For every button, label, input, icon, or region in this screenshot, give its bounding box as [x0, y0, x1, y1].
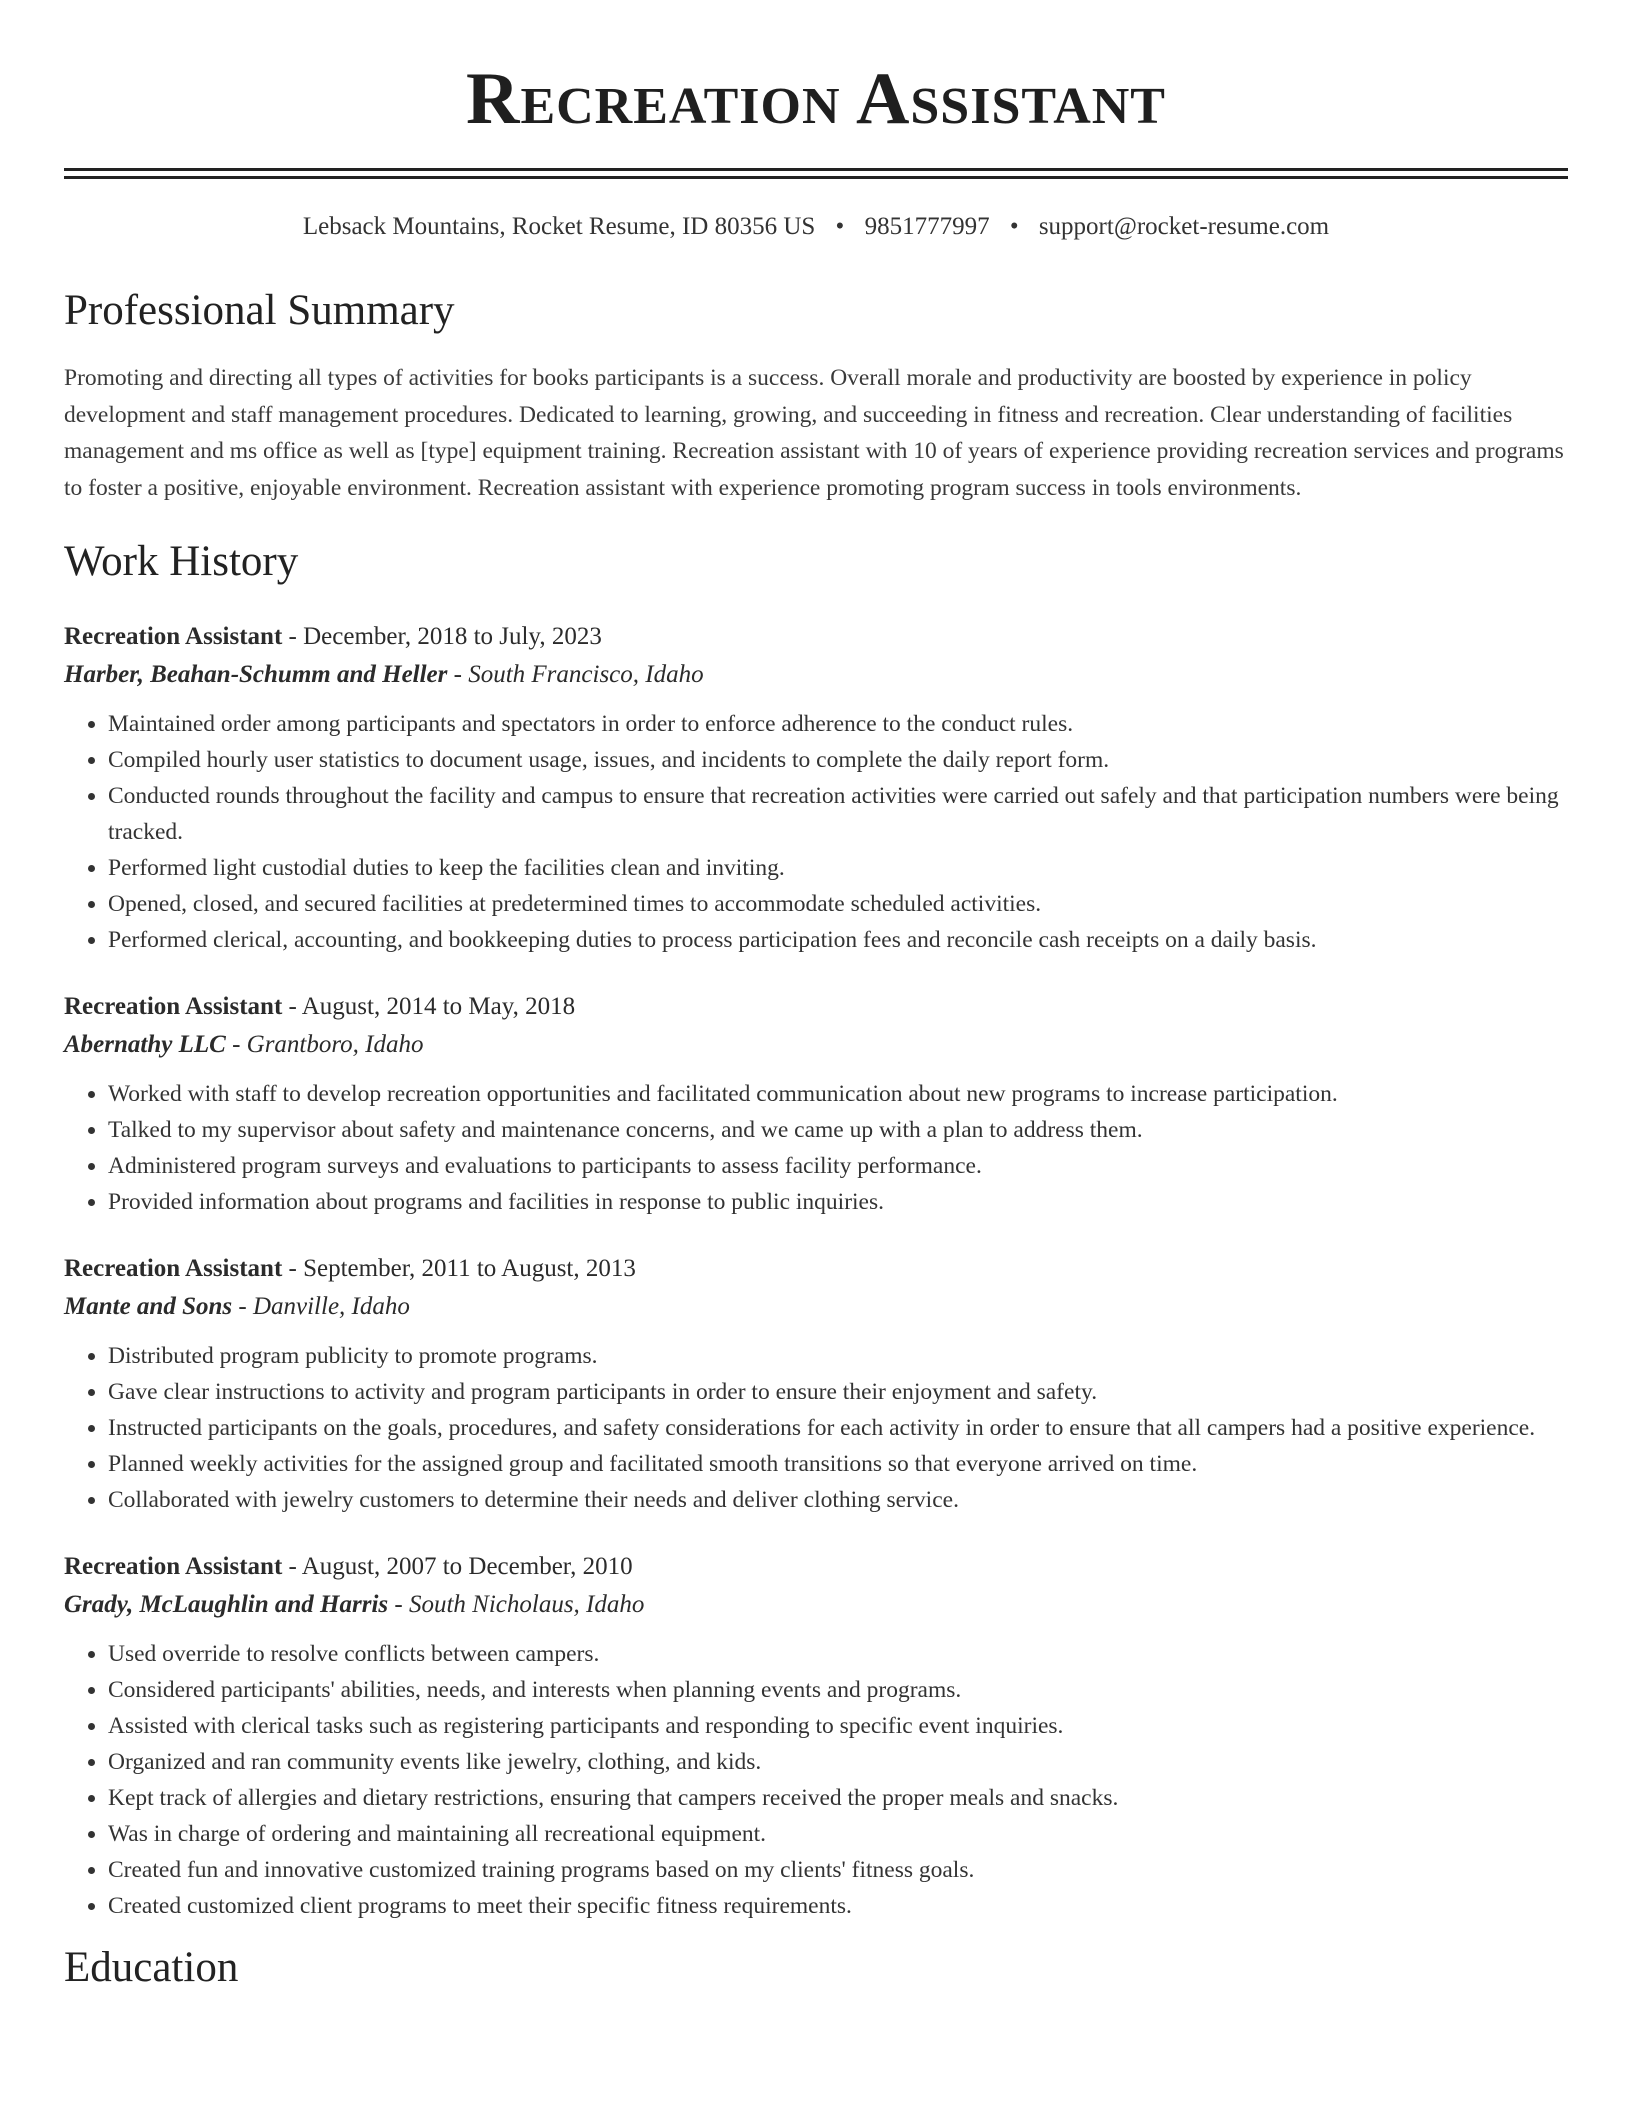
- job-dates: - December, 2018 to July, 2023: [282, 623, 602, 650]
- job-bullet: • Administered program surveys and evaluations to participants to assess facility performance.: [108, 1148, 1568, 1184]
- job-bullets: [64, 1636, 1568, 1924]
- job-entry: [64, 988, 1568, 1220]
- job-bullets: [64, 706, 1568, 958]
- job-bullets: [64, 1076, 1568, 1220]
- job-bullet: • Performed light custodial duties to keep the facilities clean and inviting.: [108, 850, 1568, 886]
- job-bullet: • Talked to my supervisor about safety and maintenance concerns, and we came up with a plan to address them.: [108, 1112, 1568, 1148]
- job-company-line: [64, 1586, 1568, 1624]
- job-bullet: • Created fun and innovative customized training programs based on my clients' fitness goals.: [108, 1852, 1568, 1888]
- job-bullet: • Was in charge of ordering and maintaining all recreational equipment.: [108, 1816, 1568, 1852]
- job-bullet: • Gave clear instructions to activity and program participants in order to ensure their enjoyment and safety.: [108, 1374, 1568, 1410]
- contact-separator: •: [1009, 213, 1019, 240]
- contact-phone: 9851777997: [864, 213, 990, 240]
- job-bullet: • Created customized client programs to meet their specific fitness requirements.: [108, 1888, 1568, 1924]
- job-company: Harber, Beahan-Schumm and Heller: [64, 661, 448, 688]
- job-location: - South Francisco, Idaho: [447, 661, 704, 688]
- job-title: Recreation Assistant: [64, 1255, 283, 1282]
- job-title-line: [64, 1548, 1568, 1586]
- job-bullet: • Worked with staff to develop recreation opportunities and facilitated communication about new programs to increase participation.: [108, 1076, 1568, 1112]
- job-bullet: • Conducted rounds throughout the facility and campus to ensure that recreation activities were carried out safely and that participation numbers were being tracked.: [108, 778, 1568, 850]
- job-company-line: [64, 1288, 1568, 1326]
- job-entry: [64, 618, 1568, 958]
- job-title-line: [64, 1250, 1568, 1288]
- job-dates: - September, 2011 to August, 2013: [282, 1255, 636, 1282]
- job-company: Abernathy LLC: [64, 1031, 226, 1058]
- job-title-line: [64, 988, 1568, 1026]
- job-bullet: • Assisted with clerical tasks such as registering participants and responding to specific event inquiries.: [108, 1708, 1568, 1744]
- candidate-name: Recreation Assistant: [466, 58, 1166, 140]
- job-bullet: • Distributed program publicity to promote programs.: [108, 1338, 1568, 1374]
- job-company-line: [64, 1026, 1568, 1064]
- job-location: - Danville, Idaho: [232, 1293, 410, 1320]
- contact-separator: •: [835, 213, 845, 240]
- header-divider: [64, 168, 1568, 179]
- job-bullet: • Kept track of allergies and dietary restrictions, ensuring that campers received the proper meals and snacks.: [108, 1780, 1568, 1816]
- job-bullets: [64, 1338, 1568, 1518]
- contact-line: [64, 213, 1568, 241]
- job-company-line: [64, 656, 1568, 694]
- job-title: Recreation Assistant: [64, 1553, 283, 1580]
- job-title: Recreation Assistant: [64, 623, 283, 650]
- job-entry: [64, 1548, 1568, 1924]
- job-bullet: • Used override to resolve conflicts between campers.: [108, 1636, 1568, 1672]
- job-bullet: • Instructed participants on the goals, procedures, and safety considerations for each activity in order to ensure that all campers had a positive experience.: [108, 1410, 1568, 1446]
- job-dates: - August, 2007 to December, 2010: [282, 1553, 633, 1580]
- work-history-heading: Work History: [64, 538, 299, 585]
- job-entry: [64, 1250, 1568, 1518]
- contact-email: support@rocket-resume.com: [1038, 213, 1330, 240]
- education-heading: Education: [64, 1944, 239, 1991]
- job-bullet: • Collaborated with jewelry customers to determine their needs and deliver clothing service.: [108, 1482, 1568, 1518]
- job-bullet: • Planned weekly activities for the assigned group and facilitated smooth transitions so that everyone arrived on time.: [108, 1446, 1568, 1482]
- job-bullet: • Provided information about programs and facilities in response to public inquiries.: [108, 1184, 1568, 1220]
- job-title: Recreation Assistant: [64, 993, 283, 1020]
- summary-text: Promoting and directing all types of activities for books participants is a success. Overall morale and productivity are boosted by experience in policy development and staff management procedures. Dedicated to learning, growing, and succeeding in fitness and recreation. Clear understanding of facilities management and ms office as well as [type] equipment training. Recreation assistant with 10 of years of experience providing recreation services and programs to foster a positive, enjoyable environment. Recreation assistant with experience promoting program success in tools environments.: [64, 365, 1564, 501]
- job-location: - South Nicholaus, Idaho: [388, 1591, 645, 1618]
- job-bullet: • Considered participants' abilities, needs, and interests when planning events and programs.: [108, 1672, 1568, 1708]
- job-location: - Grantboro, Idaho: [225, 1031, 424, 1058]
- contact-address: Lebsack Mountains, Rocket Resume, ID 80356 US: [302, 213, 816, 240]
- job-dates: - August, 2014 to May, 2018: [282, 993, 576, 1020]
- job-bullet: • Organized and ran community events like jewelry, clothing, and kids.: [108, 1744, 1568, 1780]
- job-bullet: • Maintained order among participants and spectators in order to enforce adherence to the conduct rules.: [108, 706, 1568, 742]
- job-bullet: • Performed clerical, accounting, and bookkeeping duties to process participation fees and reconcile cash receipts on a daily basis.: [108, 922, 1568, 958]
- job-company: Grady, McLaughlin and Harris: [64, 1591, 389, 1618]
- job-title-line: [64, 618, 1568, 656]
- summary-heading: Professional Summary: [64, 287, 455, 334]
- job-bullet: • Opened, closed, and secured facilities at predetermined times to accommodate scheduled activities.: [108, 886, 1568, 922]
- job-company: Mante and Sons: [64, 1293, 233, 1320]
- job-bullet: • Compiled hourly user statistics to document usage, issues, and incidents to complete the daily report form.: [108, 742, 1568, 778]
